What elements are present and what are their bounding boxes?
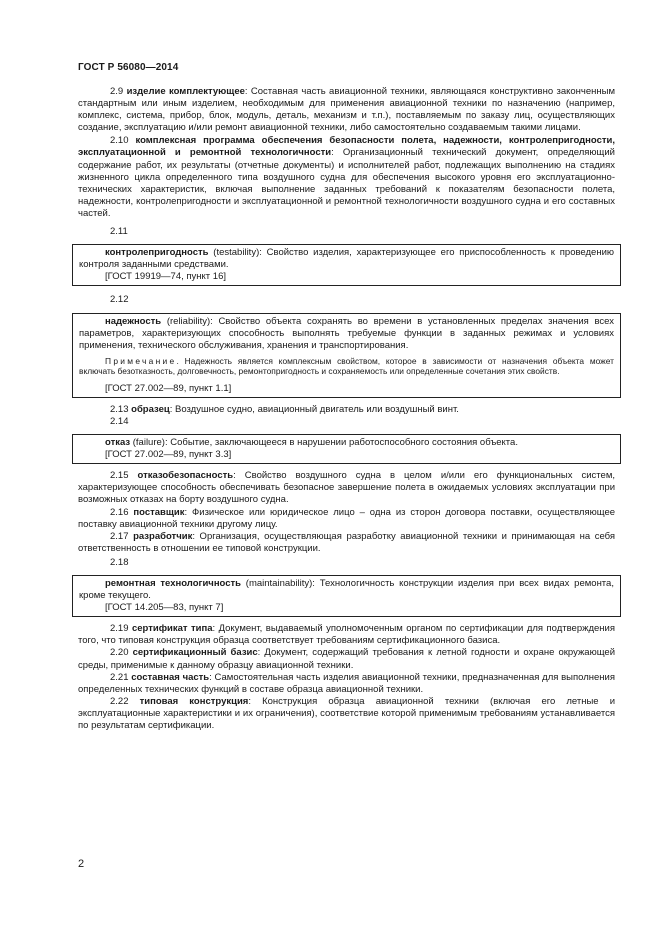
definition-2-15: 2.15 отказобезопасность: Свойство воздушного судна в целом и/или его функциональных систем, характеризующее способность обеспечивать безопасное завершение полета в ожидаемых условиях эксплуатации при возможных отказах на борту воздушного судна. [78,470,616,506]
definition-2-14: отказ (failure): Событие, заключающееся в нарушении работоспособного состояния объекта. [105,437,518,449]
page-number: 2 [78,858,85,870]
definition-number: 2.12 [110,294,129,306]
document-header: ГОСТ Р 56080—2014 [78,62,179,73]
definition-2-12: надежность (reliability): Свойство объекта сохранять во времени в установленных пределах значения всех параметров, характеризующих способность выполнять требуемые функции в заданных режимах и условиях применения, технического обслуживания, хранения и транспортирования. [79,315,614,351]
definition-number: 2.11 [110,226,128,238]
definition-box-2-18 [72,575,621,617]
reference: [ГОСТ 19919—74, пункт 16] [105,271,226,283]
definition-2-17: 2.17 разработчик: Организация, осуществляющая разработку авиационной техники и принимающая на себя ответственность в отношении ее типовой конструкции. [78,530,616,554]
note: Примечание. Надежность является комплексным свойством, которое в зависимости от назначения объекта может включать безотказность, долговечность, ремонтопригодность и сохраняемость или определенные сочетания этих свойств. [79,355,614,377]
definition-2-19: 2.19 сертификат типа: Документ, выдаваемый уполномоченным органом по сертификации для подтверждения того, что типовая конструкция образца соответствует требованиям сертификационного базиса. [78,623,615,647]
definition-2-20: 2.20 сертификационный базис: Документ, содержащий требования к летной годности и охране окружающей среды, применимые к данному образцу авиационной техники. [78,647,616,671]
definition-box-2-12 [72,313,621,398]
definition-box-2-14 [72,434,621,464]
definition-2-18: ремонтная технологичность (maintainability): Технологичность конструкции изделия при всех видах ремонта, кроме текущего. [79,578,614,602]
definition-2-21: 2.21 составная часть: Самостоятельная часть изделия авиационной техники, предназначенная для выполнения определенных технических функций в составе образца авиационной техники. [78,671,615,695]
reference: [ГОСТ 14.205—83, пункт 7] [105,602,224,614]
definition-number: 2.18 [110,556,129,568]
definition-2-13: 2.13 образец: Воздушное судно, авиационный двигатель или воздушный винт. [110,403,459,415]
definition-number: 2.14 [110,415,129,427]
definition-2-10: 2.10 комплексная программа обеспечения безопасности полета, надежности, контролепригодности, эксплуатационной и ремонтной технологичности: Организационный технический документ, определяющий содержание работ, их результаты (отчетные документы) и исполнителей работ, подлежащих выполнению на стадиях жизненного цикла определенного типа воздушного судна для обеспечения высокого уровня его эксплуатационно-технических характеристик, включая выполнение заданных требований к показателям безопасности полета, надежности, контролепригодности и эксплуатационной и ремонтной технологичности воздушного судна и его составных частей. [78,135,616,219]
document-body [78,86,615,732]
definition-2-22: 2.22 типовая конструкция: Конструкция образца авиационной техники (включая его летные и эксплуатационные характеристики и их ограничения), соответствие которой применимым требованиям устанавливается по результатам сертификации. [78,695,615,732]
reference: [ГОСТ 27.002—89, пункт 3.3] [105,449,232,461]
definition-2-9: 2.9 изделие комплектующее: Составная часть авиационной техники, являющаяся конструктивно законченным стандартным или иным изделием, необходимым для применения авиационной техники по назначению (например, комплекс, система, прибор, блок, модуль, деталь, механизм и т.п.), поставляемым по заказу лиц, осуществляющих создание, эксплуатацию и/или ремонт авиационной техники, либо самостоятельно создаваемым такими лицами. [78,86,616,134]
reference: [ГОСТ 27.002—89, пункт 1.1] [105,382,232,394]
definition-box-2-11 [72,244,621,286]
definition-2-16: 2.16 поставщик: Физическое или юридическое лицо – одна из сторон договора поставки, осуществляющее поставку авиационной техники другому лицу. [78,506,616,530]
definition-2-11: контролепригодность (testability): Свойство изделия, характеризующее его приспособленность к проведению контроля заданными средствами. [79,247,614,271]
